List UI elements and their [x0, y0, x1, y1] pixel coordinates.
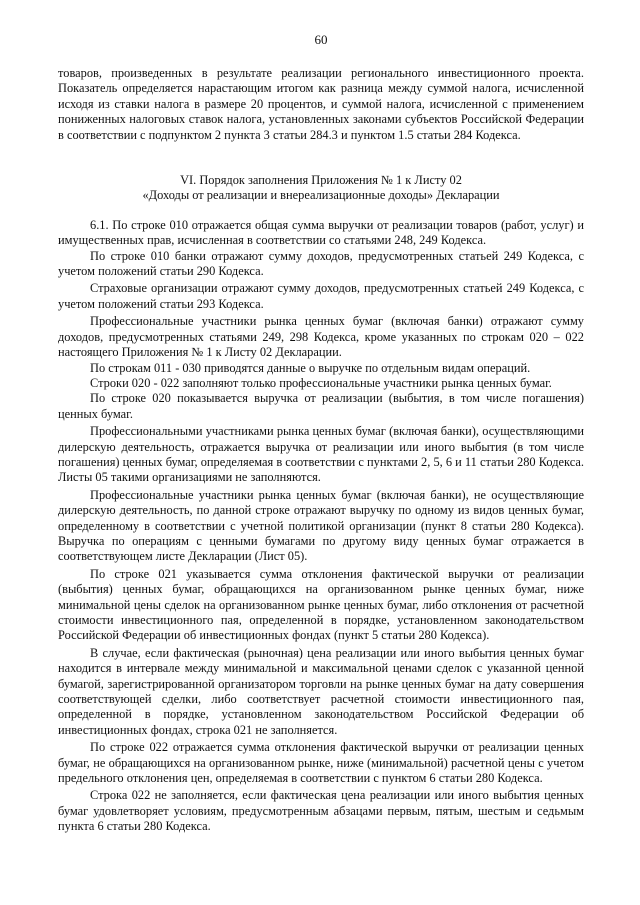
paragraph-dealers: Профессиональными участниками рынка ценных бумаг (включая банки), осуществляющими дилерскую деятельность, отражается выручка от реализации или иного выбытия (в том числе погашения) ценных бумаг, определяемая в соответствии с пунктами 2, 5, 6 и 11 статьи 280 Кодекса. Листы 05 такими организациями не заполняются. — [58, 424, 584, 485]
paragraph-lines-011-030: По строкам 011 - 030 приводятся данные о выручке по отдельным видам операций. — [90, 360, 531, 375]
paragraph-line-021: По строке 021 указывается сумма отклонения фактической выручки от реализации (выбытия) ценных бумаг, обращающихся на организованном рынке ценных бумаг, ниже минимальной цены сделок на организованном рынке ценных бумаг, либо отклонения от расчетной стоимости инвестиционного пая, определенной в порядке, установленном законодательством Российской Федерации об инвестиционных фондах (пункт 5 статьи 280 Кодекса). — [58, 566, 584, 643]
paragraph-banks: По строке 010 банки отражают сумму доходов, предусмотренных статьей 249 Кодекса, с учетом положений статьи 290 Кодекса. — [58, 248, 584, 279]
section-title-line-1: VI. Порядок заполнения Приложения № 1 к Листу 02 — [180, 173, 462, 188]
paragraph-non-dealers: Профессиональные участники рынка ценных бумаг (включая банки), не осуществляющие дилерскую деятельность, по данной строке отражают выручку по одному из видов ценных бумаг, определенному в соответствии с учетной политикой организации (пункт 8 статьи 280 Кодекса). Выручка по операциям с ценными бумагами по другому виду ценных бумаг отражается в соответствующем листе Декларации (Лист 05). — [58, 487, 584, 564]
page-number: 60 — [314, 32, 328, 47]
paragraph-6-1: 6.1. По строке 010 отражается общая сумма выручки от реализации товаров (работ, услуг) и имущественных прав, исчисленная в соответствии со статьями 248, 249 Кодекса. — [58, 217, 584, 248]
section-heading — [58, 173, 584, 204]
intro-paragraph: товаров, произведенных в результате реализации регионального инвестиционного проекта. Показатель определяется нарастающим итогом как разница между суммой налога, исчисленной исходя из ставки налога в размере 20 процентов, и суммой налога, исчисленной с применением пониженных налоговых ставок налога, установленных законами субъектов Российской Федерации в соответствии с подпунктом 2 пункта 3 статьи 284.3 и пунктом 1.5 статьи 284 Кодекса. — [58, 66, 584, 142]
section-title-line-2: «Доходы от реализации и внереализационные доходы» Декларации — [142, 188, 500, 203]
paragraph-lines-020-022: Строки 020 - 022 заполняют только профессиональные участники рынка ценных бумаг. — [90, 375, 552, 390]
paragraph-line-022-not-filled: Строка 022 не заполняется, если фактическая цена реализации или иного выбытия ценных бумаг удовлетворяет условиям, предусмотренным абзацами первым, пятым, шестым и седьмым пункта 6 статьи 280 Кодекса. — [58, 788, 584, 834]
paragraph-line-022: По строке 022 отражается сумма отклонения фактической выручки от реализации ценных бумаг, не обращающихся на организованном рынке, ниже (минимальной) расчетной цены с учетом предельного отклонения цен, определяемая в соответствии с пунктом 6 статьи 280 Кодекса. — [58, 740, 584, 786]
paragraph-market-price: В случае, если фактическая (рыночная) цена реализации или иного выбытия ценных бумаг находится в интервале между минимальной и максимальной ценами сделок с указанной ценной бумагой, зарегистрированной организатором торговли на рынке ценных бумаг на дату совершения соответствующей сделки, либо соответствует расчетной стоимости инвестиционного пая, определенной в порядке, установленном законодательством Российской Федерации об инвестиционных фондах, строка 021 не заполняется. — [58, 645, 584, 737]
paragraph-securities-participants: Профессиональные участники рынка ценных бумаг (включая банки) отражают сумму доходов, предусмотренных статьями 249, 298 Кодекса, кроме указанных по строкам 020 – 022 настоящего Приложения № 1 к Листу 02 Декларации. — [58, 314, 584, 360]
paragraph-insurers: Страховые организации отражают сумму доходов, предусмотренных статьей 249 Кодекса, с учетом положений статьи 293 Кодекса. — [58, 281, 584, 311]
paragraph-line-020: По строке 020 показывается выручка от реализации (выбытия, в том числе погашения) ценных бумаг. — [58, 391, 584, 421]
